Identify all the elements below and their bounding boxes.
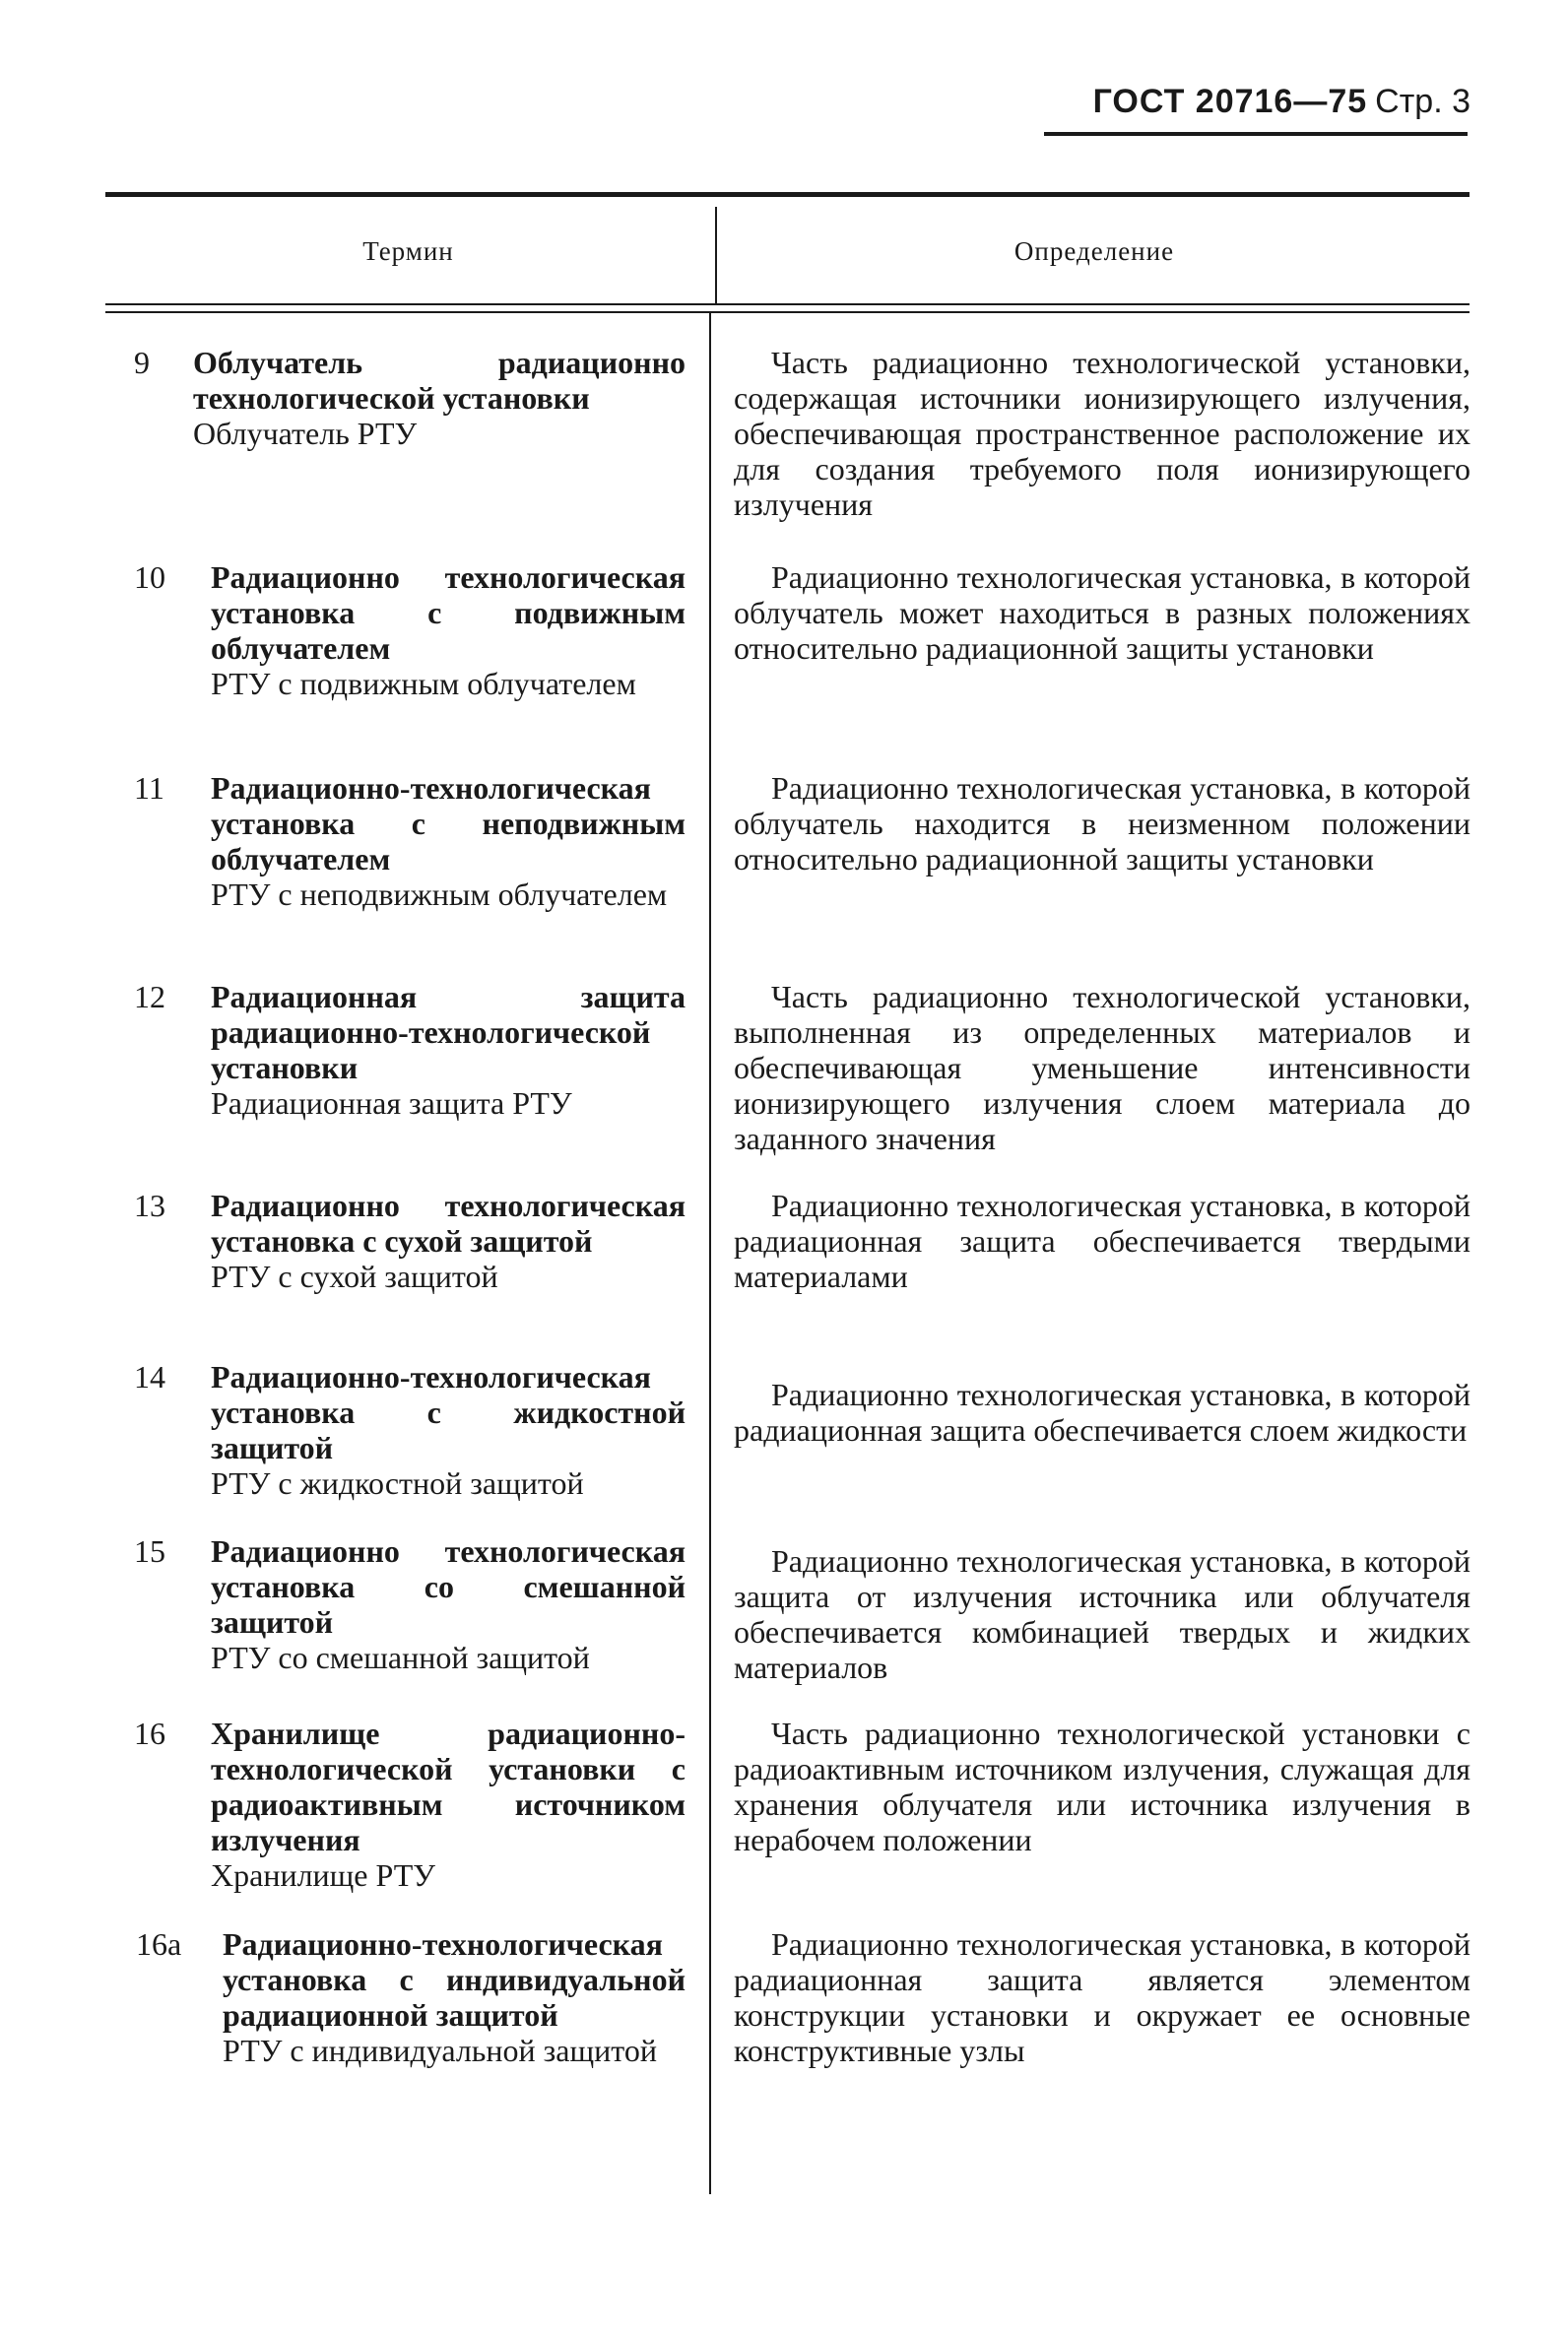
table-top-rule (105, 192, 1470, 197)
definition-cell: Часть радиационно технологической установки, содержащая источники ионизирующего излучения, обеспечивающая пространственное расположение их для создания требуемого поля ионизирующего излучения (734, 345, 1470, 522)
header-column-divider (715, 207, 717, 303)
definition-cell: Радиационно технологическая установка, в которой радиационная защита обеспечивается твердыми материалами (734, 1188, 1470, 1294)
term-name: Радиационно-технологическая установка с неподвижным облучателем (211, 770, 686, 876)
term-cell (134, 1533, 686, 1675)
term-name: Хранилище радиационно-технологической установки с радиоактивным источником излучения (211, 1716, 686, 1857)
definition-cell: Радиационно технологическая установка, в которой радиационная защита обеспечивается слоем жидкости (734, 1377, 1470, 1448)
term-name: Радиационно технологическая установка с сухой защитой (211, 1188, 686, 1259)
term-number: 15 (134, 1533, 165, 1569)
term-name: Радиационно технологическая установка со смешанной защитой (211, 1533, 686, 1640)
term-cell (134, 559, 686, 701)
term-short-form: Радиационная защита РТУ (211, 1085, 572, 1121)
term-short-form: РТУ с индивидуальной защитой (223, 2033, 657, 2068)
term-cell (136, 1926, 686, 2068)
term-cell (134, 979, 686, 1121)
column-header-definition: Определение (1013, 236, 1175, 266)
term-short-form: РТУ с сухой защитой (211, 1259, 498, 1294)
definition-cell: Радиационно технологическая установка, в которой облучатель находится в неизменном положении относительно радиационной защиты установки (734, 770, 1470, 876)
term-cell (134, 770, 686, 912)
definition-cell: Радиационно технологическая установка, в которой радиационная защита является элементом конструкции установки и окружает ее основные конструктивные узлы (734, 1926, 1470, 2068)
term-number: 16а (136, 1926, 182, 1962)
term-number: 12 (134, 979, 165, 1014)
term-name: Радиационно технологическая установка с подвижным облучателем (211, 559, 686, 666)
column-header-term: Термин (362, 236, 454, 266)
term-short-form: Хранилище РТУ (211, 1857, 435, 1893)
term-name: Радиационная защита радиационно-технологической установки (211, 979, 686, 1085)
term-cell (134, 1359, 686, 1501)
column-divider (709, 313, 711, 2194)
term-cell (134, 345, 686, 451)
term-short-form: РТУ с жидкостной защитой (211, 1465, 584, 1501)
page-header (1093, 83, 1470, 121)
header-rule (1044, 132, 1468, 136)
term-short-form: Облучатель РТУ (193, 416, 418, 451)
term-number: 16 (134, 1716, 165, 1751)
definition-cell: Часть радиационно технологической установки, выполненная из определенных материалов и обеспечивающая уменьшение интенсивности ионизирующего излучения слоем материала до заданного значения (734, 979, 1470, 1156)
standard-number: ГОСТ 20716—75 (1092, 83, 1368, 120)
term-number: 9 (134, 345, 150, 380)
header-double-rule-top (105, 303, 1470, 305)
page-number: Стр. 3 (1375, 83, 1470, 120)
term-number: 10 (134, 559, 165, 595)
term-cell (134, 1188, 686, 1294)
term-number: 14 (134, 1359, 165, 1395)
term-short-form: РТУ с подвижным облучателем (211, 666, 636, 701)
header-double-rule-bottom (105, 311, 1470, 313)
term-short-form: РТУ с неподвижным облучателем (211, 876, 668, 912)
term-name: Радиационно-технологическая установка с индивидуальной радиационной защитой (223, 1926, 686, 2033)
definition-cell: Часть радиационно технологической установки с радиоактивным источником излучения, служащая для хранения облучателя или источника излучения в нерабочем положении (734, 1716, 1470, 1857)
term-cell (134, 1716, 686, 1893)
term-number: 11 (134, 770, 164, 806)
term-short-form: РТУ со смешанной защитой (211, 1640, 590, 1675)
definition-cell: Радиационно технологическая установка, в которой облучатель может находиться в разных положениях относительно радиационной защиты установки (734, 559, 1470, 666)
term-name: Радиационно-технологическая установка с жидкостной защитой (211, 1359, 686, 1465)
term-name: Облучатель радиационно технологической установки (193, 345, 686, 416)
definition-cell: Радиационно технологическая установка, в которой защита от излучения источника или облучателя обеспечивается комбинацией твердых и жидких материалов (734, 1543, 1470, 1685)
term-number: 13 (134, 1188, 165, 1223)
